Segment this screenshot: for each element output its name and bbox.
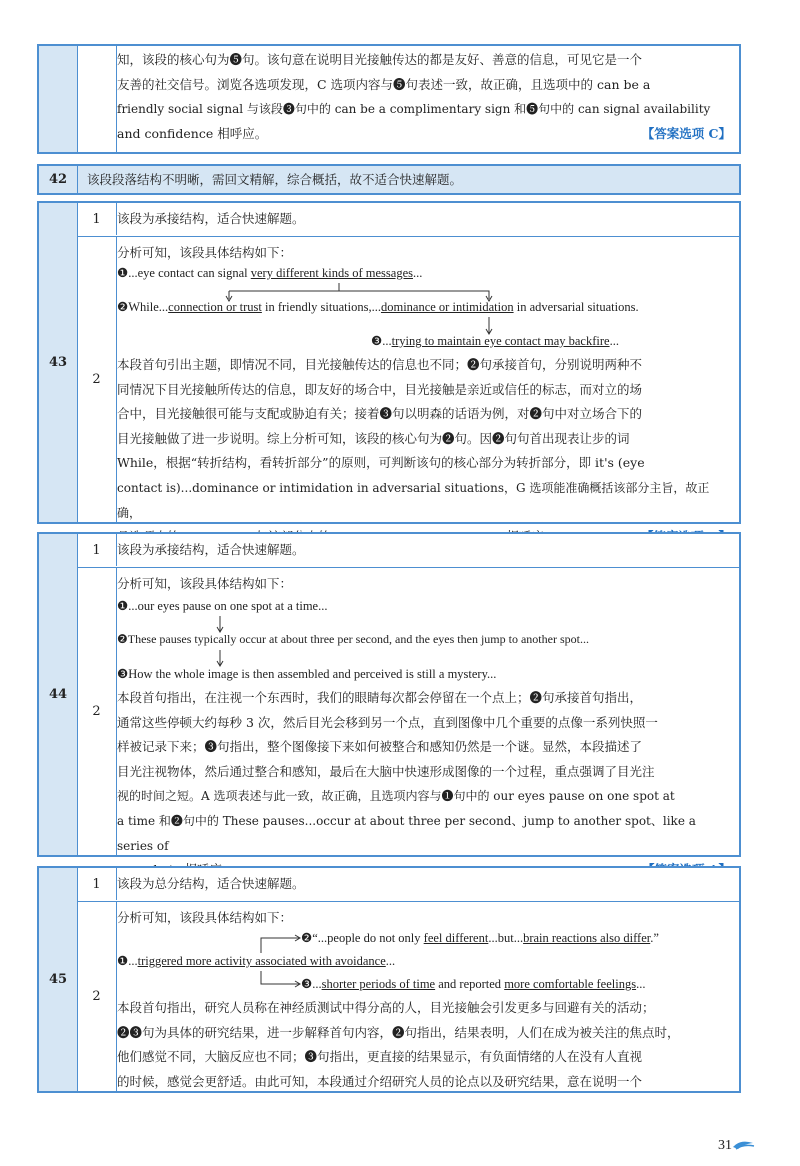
diagram-sentence-1: ❶...triggered more activity associated with avoidance... (117, 954, 396, 968)
text-line: ❷❸句为具体的研究结果，进一步解释首句内容，❷句指出，结果表明，人们在成为被关注的焦点时， (117, 1024, 680, 1040)
text-line: contact is)...dominance or intimidation in adversarial situations，G 选项能准确概括该部分主旨，故正确， (117, 480, 710, 520)
answer-block-43 (37, 201, 741, 524)
row-index: 1 (77, 203, 117, 235)
text-line: 本段首句引出主题，即情况不同，目光接触传达的信息也不同；❷句承接首句，分别说明两种不 (117, 357, 643, 372)
row-index: 2 (77, 237, 117, 522)
text-line: 通常这些停顿大约每秒 3 次，然后目光会移到另一个点，直到图像中几个重要的点像一系列快照一 (117, 714, 658, 730)
text-line: 同情况下目光接触所传达的信息，即友好的场合中，目光接触是亲近或信任的标志，而对立的场 (117, 381, 643, 397)
book-icon (730, 1137, 756, 1151)
diagram-sentence-3: ❸How the whole image is then assembled and perceived is still a mystery... (117, 667, 497, 681)
structure-intro: 分析可知，该段具体结构如下： (117, 245, 293, 260)
diagram-sentence-1: ❶...eye contact can signal very different kinds of messages... (117, 266, 423, 280)
structure-intro: 分析可知，该段具体结构如下： (117, 576, 293, 591)
text-line: 目光注视物体，然后通过整合和感知，最后在大脑中快速形成图像的一个过程，重点强调了目光注 (117, 763, 655, 779)
text-line: 他们感觉不同，大脑反应也不同；❸句指出，更直接的结果显示，有负面情绪的人在没有人直视 (117, 1049, 643, 1065)
diagram-sentence-3: ❸...trying to maintain eye contact may backfire... (371, 334, 619, 348)
question-number-43: 43 (39, 203, 78, 522)
diagram-sentence-2: ❷These pauses typically occur at about three per second, and the eyes then jump to another spot... (117, 632, 589, 646)
text-line: a time 和❷句中的 These pauses...occur at about three per second、jump to another spot、like a series of (117, 813, 696, 853)
answer-block-42 (37, 164, 741, 195)
diagram-sentence-3: ❸...shorter periods of time and reported more comfortable feelings... (301, 977, 646, 991)
text-line: 友善的社交信号。浏览各选项发现，C 选项内容与❺句表述一致，故正确，且选项中的 can be a (117, 76, 651, 92)
explanation-text: 该段段落结构不明晰，需回文精解，综合概括，故不适合快速解题。 (87, 172, 463, 187)
row-index: 2 (77, 568, 117, 855)
row1-text: 该段为承接结构，适合快速解题。 (117, 211, 305, 226)
text-line: 本段首句指出，在注视一个东西时，我们的眼睛每次都会停留在一个点上；❷句承接首句指出， (117, 690, 643, 705)
diagram-sentence-2: ❷While...connection or trust in friendly situations,...dominance or intimidation in adversarial situations. (117, 300, 639, 314)
row-index-cell (77, 46, 117, 152)
text-line: and confidence 相呼应。 (117, 125, 268, 141)
diagram-sentence-2: ❷“...people do not only feel different...but...brain reactions also differ.” (301, 931, 659, 945)
row-index: 1 (77, 534, 117, 566)
row1-text: 该段为总分结构，适合快速解题。 (117, 876, 305, 891)
text-line: While，根据“转折结构，看转折部分”的原则，可判断该句的核心部分为转折部分，即 it's (eye (117, 455, 645, 471)
text-line: friendly social signal 与该段❸句中的 can be a complimentary sign 和❺句中的 can signal availability (117, 102, 711, 117)
explanation-text (117, 686, 731, 883)
explanation-text (117, 353, 731, 550)
answer-block-41 (37, 44, 741, 154)
answer-label: 【答案选项 C】 (641, 125, 731, 141)
text-line: 合中，目光接触很可能与支配或胁迫有关；接着❸句以明森的话语为例，对❷句中对立场合下的 (117, 406, 643, 422)
diagram-sentence-1: ❶...our eyes pause on one spot at a time... (117, 599, 328, 613)
text-line: 本段首句指出，研究人员称在神经质测试中得分高的人，目光接触会引发更多与回避有关的活动； (117, 1000, 655, 1015)
explanation-text (117, 996, 731, 1094)
text-line: 视的时间之短。A 选项表述与此一致，故正确，且选项内容与❶句中的 our eyes pause on one spot at (117, 789, 675, 804)
text-line: 样被记录下来；❸句指出，整个图像接下来如何被整合和感知仍然是一个谜。显然，本段描述了 (117, 739, 643, 755)
text-line: 目光接触做了进一步说明。综上分析可知，该段的核心句为❷句。因❷句句首出现表让步的词 (117, 430, 630, 446)
structure-intro: 分析可知，该段具体结构如下： (117, 910, 293, 925)
question-number-42: 42 (39, 166, 78, 193)
text-line: 的时候，感觉会更舒适。由此可知，本段通过介绍研究人员的论点以及研究结果，意在说明一个 (117, 1073, 643, 1089)
text-line: 知，该段的核心句为❺句。该句意在说明目光接触传达的都是友好、善意的信息，可见它是一个 (117, 52, 643, 67)
explanation-text (117, 48, 731, 146)
row1-text: 该段为承接结构，适合快速解题。 (117, 542, 305, 557)
answer-block-45 (37, 866, 741, 1093)
row-index: 1 (77, 868, 117, 900)
question-number-41 (39, 46, 78, 152)
page-number: 31 (718, 1138, 732, 1153)
row-index: 2 (77, 902, 117, 1091)
question-number-45: 45 (39, 868, 78, 1091)
answer-block-44 (37, 532, 741, 857)
question-number-44: 44 (39, 534, 78, 855)
